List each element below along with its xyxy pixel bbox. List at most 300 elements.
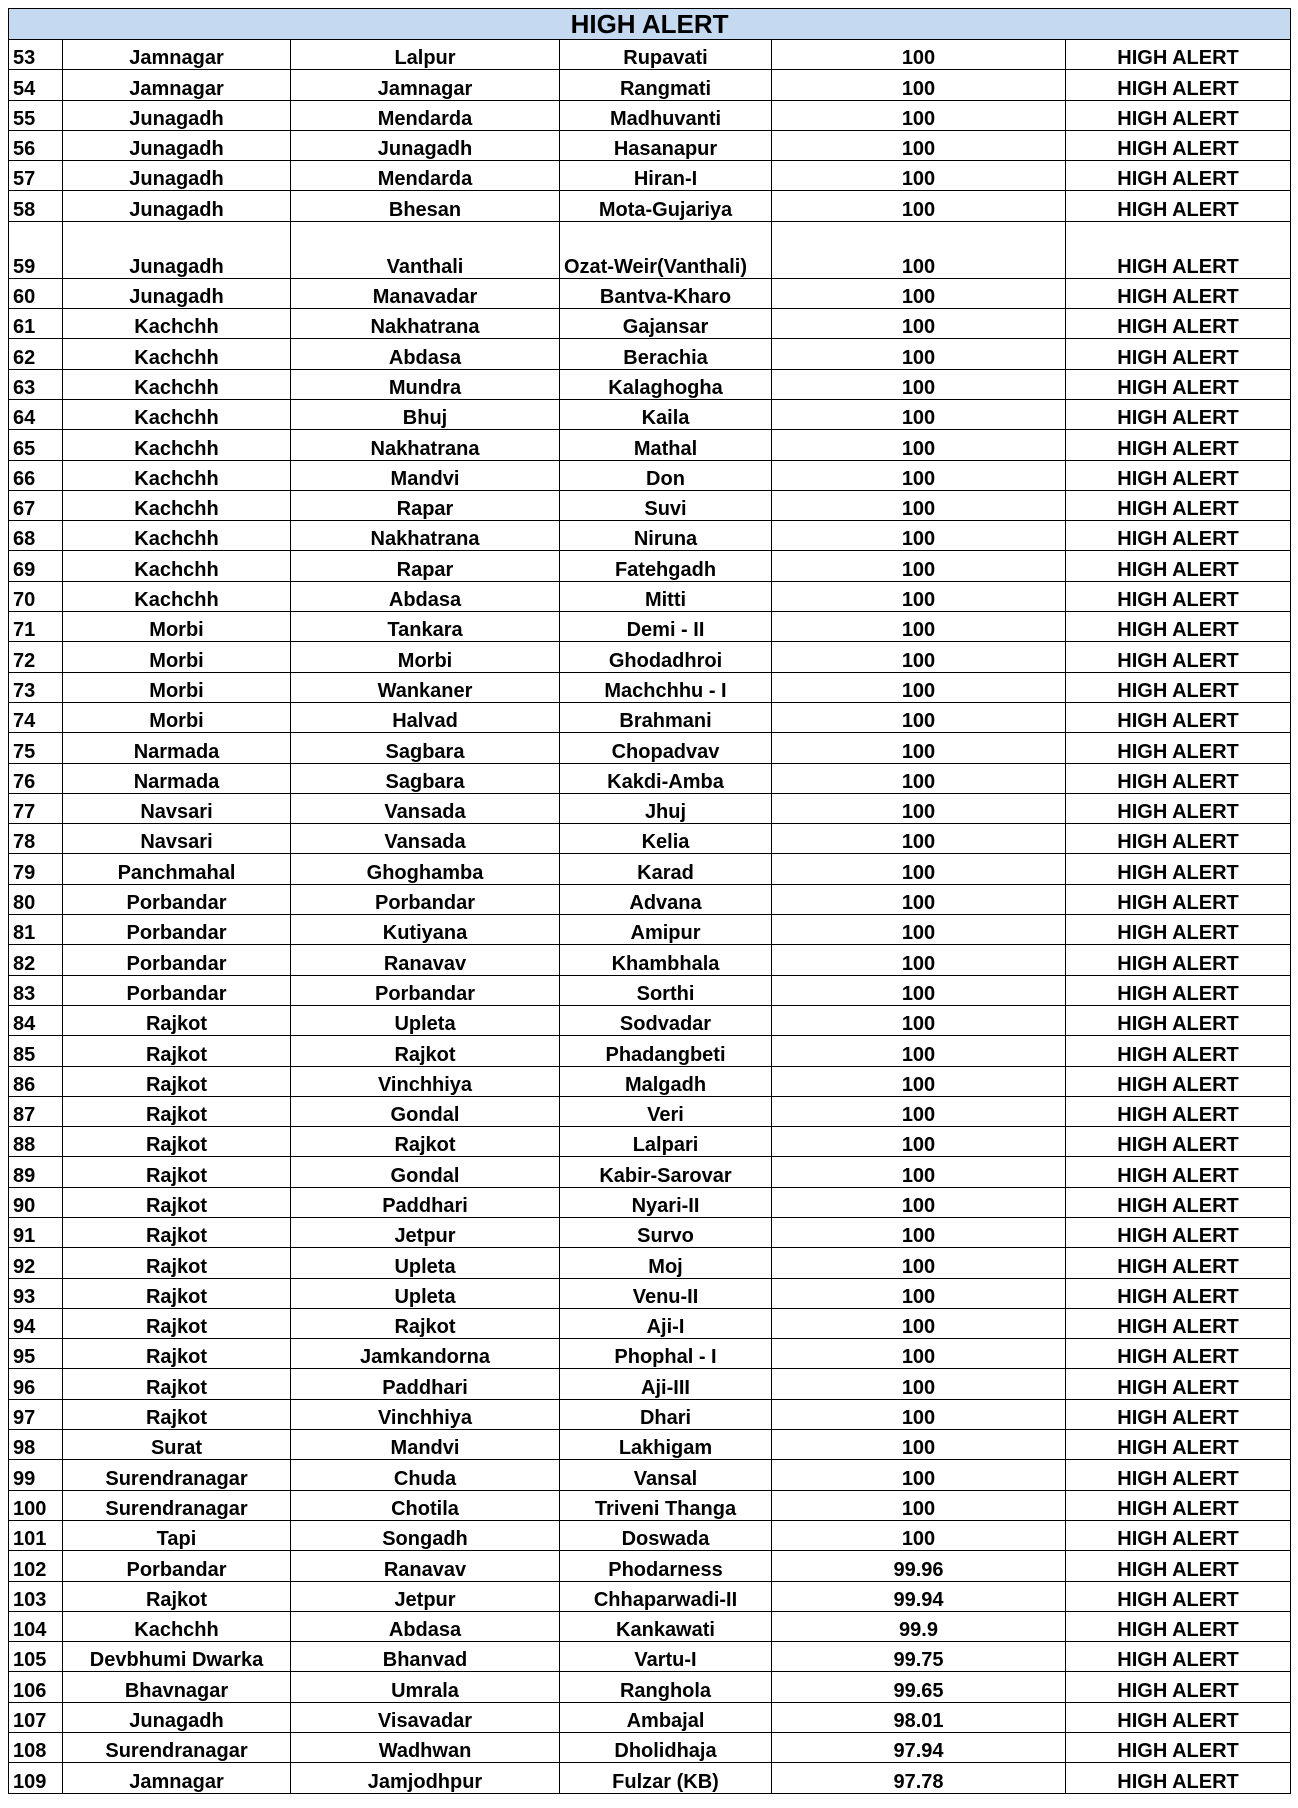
table-row [9, 221, 1291, 278]
dam-name-cell: Brahmani [560, 702, 772, 732]
alert-status-cell: HIGH ALERT [1066, 1369, 1291, 1399]
alert-status-cell: HIGH ALERT [1066, 975, 1291, 1005]
dam-name-cell: Gajansar [560, 309, 772, 339]
table-row [9, 40, 1291, 70]
dam-name-cell: Venu-II [560, 1278, 772, 1308]
row-number: 62 [9, 339, 63, 369]
taluka-cell: Nakhatrana [291, 309, 560, 339]
table-row [9, 339, 1291, 369]
dam-name-cell: Ghodadhroi [560, 642, 772, 672]
storage-percent-cell: 99.94 [772, 1581, 1066, 1611]
table-row [9, 1763, 1291, 1793]
table-row [9, 1096, 1291, 1126]
taluka-cell: Mundra [291, 369, 560, 399]
district-cell: Porbandar [63, 945, 291, 975]
district-cell: Rajkot [63, 1308, 291, 1338]
storage-percent-cell: 100 [772, 399, 1066, 429]
storage-percent-cell: 100 [772, 521, 1066, 551]
alert-status-cell: HIGH ALERT [1066, 339, 1291, 369]
taluka-cell: Kutiyana [291, 915, 560, 945]
district-cell: Kachchh [63, 521, 291, 551]
district-cell: Surendranagar [63, 1490, 291, 1520]
district-cell: Kachchh [63, 399, 291, 429]
taluka-cell: Visavadar [291, 1702, 560, 1732]
taluka-cell: Upleta [291, 1005, 560, 1035]
dam-name-cell: Mota-Gujariya [560, 191, 772, 221]
row-number: 95 [9, 1339, 63, 1369]
table-row [9, 1157, 1291, 1187]
dam-name-cell: Hasanapur [560, 130, 772, 160]
taluka-cell: Umrala [291, 1672, 560, 1702]
alert-status-cell: HIGH ALERT [1066, 1581, 1291, 1611]
storage-percent-cell: 100 [772, 130, 1066, 160]
district-cell: Junagadh [63, 221, 291, 278]
taluka-cell: Mandvi [291, 1430, 560, 1460]
storage-percent-cell: 100 [772, 1460, 1066, 1490]
row-number: 69 [9, 551, 63, 581]
district-cell: Porbandar [63, 975, 291, 1005]
row-number: 77 [9, 793, 63, 823]
alert-status-cell: HIGH ALERT [1066, 733, 1291, 763]
dam-name-cell: Suvi [560, 490, 772, 520]
table-row [9, 100, 1291, 130]
dam-name-cell: Triveni Thanga [560, 1490, 772, 1520]
alert-status-cell: HIGH ALERT [1066, 369, 1291, 399]
district-cell: Morbi [63, 642, 291, 672]
row-number: 89 [9, 1157, 63, 1187]
storage-percent-cell: 100 [772, 100, 1066, 130]
row-number: 87 [9, 1096, 63, 1126]
dam-name-cell: Dholidhaja [560, 1733, 772, 1763]
alert-status-cell: HIGH ALERT [1066, 854, 1291, 884]
district-cell: Porbandar [63, 1551, 291, 1581]
row-number: 84 [9, 1005, 63, 1035]
taluka-cell: Vanthali [291, 221, 560, 278]
district-cell: Rajkot [63, 1036, 291, 1066]
dam-name-cell: Advana [560, 884, 772, 914]
row-number: 81 [9, 915, 63, 945]
alert-status-cell: HIGH ALERT [1066, 702, 1291, 732]
taluka-cell: Mendarda [291, 161, 560, 191]
alert-status-cell: HIGH ALERT [1066, 70, 1291, 100]
dam-name-cell: Ozat-Weir(Vanthali) [560, 221, 772, 278]
row-number: 74 [9, 702, 63, 732]
row-number: 94 [9, 1308, 63, 1338]
storage-percent-cell: 100 [772, 490, 1066, 520]
table-row [9, 430, 1291, 460]
row-number: 59 [9, 221, 63, 278]
row-number: 73 [9, 672, 63, 702]
dam-name-cell: Kalaghogha [560, 369, 772, 399]
alert-status-cell: HIGH ALERT [1066, 672, 1291, 702]
alert-status-cell: HIGH ALERT [1066, 1339, 1291, 1369]
dam-name-cell: Malgadh [560, 1066, 772, 1096]
dam-name-cell: Vartu-I [560, 1642, 772, 1672]
row-number: 80 [9, 884, 63, 914]
row-number: 78 [9, 824, 63, 854]
row-number: 71 [9, 612, 63, 642]
taluka-cell: Songadh [291, 1520, 560, 1550]
alert-status-cell: HIGH ALERT [1066, 430, 1291, 460]
table-row [9, 1339, 1291, 1369]
table-row [9, 191, 1291, 221]
district-cell: Rajkot [63, 1217, 291, 1247]
dam-name-cell: Doswada [560, 1520, 772, 1550]
dam-name-cell: Amipur [560, 915, 772, 945]
row-number: 61 [9, 309, 63, 339]
taluka-cell: Rajkot [291, 1036, 560, 1066]
district-cell: Junagadh [63, 191, 291, 221]
district-cell: Devbhumi Dwarka [63, 1642, 291, 1672]
table-row [9, 884, 1291, 914]
table-row [9, 1672, 1291, 1702]
table-row [9, 1308, 1291, 1338]
table-row [9, 672, 1291, 702]
table-row [9, 1460, 1291, 1490]
storage-percent-cell: 100 [772, 1430, 1066, 1460]
dam-name-cell: Karad [560, 854, 772, 884]
dam-name-cell: Mathal [560, 430, 772, 460]
table-row [9, 733, 1291, 763]
row-number: 60 [9, 278, 63, 308]
alert-status-cell: HIGH ALERT [1066, 1066, 1291, 1096]
table-row [9, 1520, 1291, 1550]
district-cell: Kachchh [63, 339, 291, 369]
dam-name-cell: Demi - II [560, 612, 772, 642]
storage-percent-cell: 99.65 [772, 1672, 1066, 1702]
taluka-cell: Rajkot [291, 1308, 560, 1338]
district-cell: Navsari [63, 793, 291, 823]
district-cell: Surat [63, 1430, 291, 1460]
table-row [9, 490, 1291, 520]
row-number: 105 [9, 1642, 63, 1672]
storage-percent-cell: 100 [772, 824, 1066, 854]
taluka-cell: Tankara [291, 612, 560, 642]
storage-percent-cell: 100 [772, 884, 1066, 914]
taluka-cell: Jetpur [291, 1217, 560, 1247]
row-number: 70 [9, 581, 63, 611]
alert-status-cell: HIGH ALERT [1066, 1702, 1291, 1732]
taluka-cell: Ranavav [291, 945, 560, 975]
table-row [9, 460, 1291, 490]
alert-status-cell: HIGH ALERT [1066, 1490, 1291, 1520]
row-number: 63 [9, 369, 63, 399]
storage-percent-cell: 100 [772, 1005, 1066, 1035]
taluka-cell: Lalpur [291, 40, 560, 70]
table-row [9, 399, 1291, 429]
dam-name-cell: Aji-I [560, 1308, 772, 1338]
taluka-cell: Vansada [291, 824, 560, 854]
taluka-cell: Nakhatrana [291, 430, 560, 460]
alert-status-cell: HIGH ALERT [1066, 1036, 1291, 1066]
row-number: 67 [9, 490, 63, 520]
table-row [9, 945, 1291, 975]
dam-name-cell: Chhaparwadi-II [560, 1581, 772, 1611]
table-row [9, 612, 1291, 642]
district-cell: Jamnagar [63, 40, 291, 70]
table-row [9, 369, 1291, 399]
taluka-cell: Jetpur [291, 1581, 560, 1611]
storage-percent-cell: 100 [772, 309, 1066, 339]
district-cell: Surendranagar [63, 1460, 291, 1490]
alert-status-cell: HIGH ALERT [1066, 1763, 1291, 1793]
row-number: 55 [9, 100, 63, 130]
dam-name-cell: Vansal [560, 1460, 772, 1490]
district-cell: Kachchh [63, 1611, 291, 1641]
table-row [9, 130, 1291, 160]
alert-status-cell: HIGH ALERT [1066, 1460, 1291, 1490]
row-number: 93 [9, 1278, 63, 1308]
dam-name-cell: Khambhala [560, 945, 772, 975]
storage-percent-cell: 100 [772, 339, 1066, 369]
alert-status-cell: HIGH ALERT [1066, 763, 1291, 793]
district-cell: Rajkot [63, 1157, 291, 1187]
dam-name-cell: Fulzar (KB) [560, 1763, 772, 1793]
alert-status-cell: HIGH ALERT [1066, 221, 1291, 278]
dam-name-cell: Lakhigam [560, 1430, 772, 1460]
storage-percent-cell: 100 [772, 1187, 1066, 1217]
district-cell: Junagadh [63, 130, 291, 160]
storage-percent-cell: 100 [772, 1248, 1066, 1278]
storage-percent-cell: 97.78 [772, 1763, 1066, 1793]
alert-status-cell: HIGH ALERT [1066, 1308, 1291, 1338]
table-row [9, 161, 1291, 191]
district-cell: Rajkot [63, 1096, 291, 1126]
dam-name-cell: Don [560, 460, 772, 490]
taluka-cell: Vinchhiya [291, 1066, 560, 1096]
alert-status-cell: HIGH ALERT [1066, 581, 1291, 611]
row-number: 107 [9, 1702, 63, 1732]
taluka-cell: Abdasa [291, 1611, 560, 1641]
dam-name-cell: Fatehgadh [560, 551, 772, 581]
alert-status-cell: HIGH ALERT [1066, 1157, 1291, 1187]
table-row [9, 521, 1291, 551]
storage-percent-cell: 100 [772, 1157, 1066, 1187]
alert-status-cell: HIGH ALERT [1066, 161, 1291, 191]
district-cell: Rajkot [63, 1339, 291, 1369]
district-cell: Surendranagar [63, 1733, 291, 1763]
taluka-cell: Junagadh [291, 130, 560, 160]
storage-percent-cell: 100 [772, 191, 1066, 221]
alert-table [8, 8, 1291, 1794]
district-cell: Junagadh [63, 161, 291, 191]
storage-percent-cell: 100 [772, 221, 1066, 278]
taluka-cell: Gondal [291, 1096, 560, 1126]
taluka-cell: Rajkot [291, 1127, 560, 1157]
alert-status-cell: HIGH ALERT [1066, 191, 1291, 221]
district-cell: Tapi [63, 1520, 291, 1550]
table-row [9, 551, 1291, 581]
storage-percent-cell: 100 [772, 70, 1066, 100]
storage-percent-cell: 100 [772, 430, 1066, 460]
district-cell: Junagadh [63, 1702, 291, 1732]
dam-name-cell: Nyari-II [560, 1187, 772, 1217]
row-number: 92 [9, 1248, 63, 1278]
alert-status-cell: HIGH ALERT [1066, 1551, 1291, 1581]
dam-name-cell: Sodvadar [560, 1005, 772, 1035]
district-cell: Kachchh [63, 551, 291, 581]
district-cell: Kachchh [63, 460, 291, 490]
row-number: 79 [9, 854, 63, 884]
row-number: 86 [9, 1066, 63, 1096]
table-row [9, 1278, 1291, 1308]
table-row [9, 1066, 1291, 1096]
dam-name-cell: Dhari [560, 1399, 772, 1429]
district-cell: Panchmahal [63, 854, 291, 884]
district-cell: Morbi [63, 672, 291, 702]
taluka-cell: Sagbara [291, 733, 560, 763]
title-row [9, 9, 1291, 40]
row-number: 57 [9, 161, 63, 191]
alert-status-cell: HIGH ALERT [1066, 1217, 1291, 1247]
dam-name-cell: Kakdi-Amba [560, 763, 772, 793]
row-number: 65 [9, 430, 63, 460]
district-cell: Rajkot [63, 1581, 291, 1611]
table-row [9, 1187, 1291, 1217]
alert-status-cell: HIGH ALERT [1066, 1642, 1291, 1672]
taluka-cell: Manavadar [291, 278, 560, 308]
taluka-cell: Jamnagar [291, 70, 560, 100]
taluka-cell: Rapar [291, 551, 560, 581]
row-number: 109 [9, 1763, 63, 1793]
district-cell: Narmada [63, 763, 291, 793]
district-cell: Rajkot [63, 1187, 291, 1217]
row-number: 96 [9, 1369, 63, 1399]
storage-percent-cell: 100 [772, 702, 1066, 732]
table-row [9, 309, 1291, 339]
storage-percent-cell: 100 [772, 642, 1066, 672]
row-number: 88 [9, 1127, 63, 1157]
storage-percent-cell: 97.94 [772, 1733, 1066, 1763]
taluka-cell: Rapar [291, 490, 560, 520]
storage-percent-cell: 100 [772, 278, 1066, 308]
district-cell: Jamnagar [63, 70, 291, 100]
table-row [9, 1127, 1291, 1157]
storage-percent-cell: 100 [772, 1490, 1066, 1520]
row-number: 56 [9, 130, 63, 160]
dam-name-cell: Phodarness [560, 1551, 772, 1581]
taluka-cell: Porbandar [291, 975, 560, 1005]
alert-status-cell: HIGH ALERT [1066, 130, 1291, 160]
storage-percent-cell: 99.96 [772, 1551, 1066, 1581]
taluka-cell: Morbi [291, 642, 560, 672]
table-row [9, 581, 1291, 611]
alert-status-cell: HIGH ALERT [1066, 1733, 1291, 1763]
district-cell: Kachchh [63, 430, 291, 460]
storage-percent-cell: 100 [772, 672, 1066, 702]
storage-percent-cell: 100 [772, 1066, 1066, 1096]
alert-status-cell: HIGH ALERT [1066, 1187, 1291, 1217]
taluka-cell: Paddhari [291, 1187, 560, 1217]
storage-percent-cell: 100 [772, 733, 1066, 763]
taluka-cell: Paddhari [291, 1369, 560, 1399]
taluka-cell: Upleta [291, 1278, 560, 1308]
alert-status-cell: HIGH ALERT [1066, 1096, 1291, 1126]
row-number: 91 [9, 1217, 63, 1247]
row-number: 108 [9, 1733, 63, 1763]
district-cell: Porbandar [63, 884, 291, 914]
alert-status-cell: HIGH ALERT [1066, 1672, 1291, 1702]
storage-percent-cell: 100 [772, 1127, 1066, 1157]
row-number: 101 [9, 1520, 63, 1550]
taluka-cell: Ranavav [291, 1551, 560, 1581]
alert-status-cell: HIGH ALERT [1066, 793, 1291, 823]
row-number: 76 [9, 763, 63, 793]
row-number: 99 [9, 1460, 63, 1490]
alert-status-cell: HIGH ALERT [1066, 945, 1291, 975]
district-cell: Bhavnagar [63, 1672, 291, 1702]
district-cell: Rajkot [63, 1066, 291, 1096]
dam-name-cell: Sorthi [560, 975, 772, 1005]
dam-name-cell: Madhuvanti [560, 100, 772, 130]
dam-name-cell: Ambajal [560, 1702, 772, 1732]
alert-status-cell: HIGH ALERT [1066, 1278, 1291, 1308]
storage-percent-cell: 100 [772, 581, 1066, 611]
dam-name-cell: Kelia [560, 824, 772, 854]
taluka-cell: Ghoghamba [291, 854, 560, 884]
alert-status-cell: HIGH ALERT [1066, 1430, 1291, 1460]
dam-name-cell: Ranghola [560, 1672, 772, 1702]
row-number: 75 [9, 733, 63, 763]
alert-status-cell: HIGH ALERT [1066, 915, 1291, 945]
taluka-cell: Abdasa [291, 581, 560, 611]
alert-status-cell: HIGH ALERT [1066, 642, 1291, 672]
table-row [9, 1642, 1291, 1672]
table-row [9, 1217, 1291, 1247]
table-row [9, 793, 1291, 823]
dam-name-cell: Jhuj [560, 793, 772, 823]
dam-name-cell: Chopadvav [560, 733, 772, 763]
row-number: 85 [9, 1036, 63, 1066]
district-cell: Junagadh [63, 278, 291, 308]
storage-percent-cell: 100 [772, 1217, 1066, 1247]
row-number: 106 [9, 1672, 63, 1702]
row-number: 53 [9, 40, 63, 70]
table-row [9, 1733, 1291, 1763]
storage-percent-cell: 100 [772, 1096, 1066, 1126]
storage-percent-cell: 100 [772, 369, 1066, 399]
row-number: 82 [9, 945, 63, 975]
storage-percent-cell: 100 [772, 915, 1066, 945]
dam-name-cell: Phadangbeti [560, 1036, 772, 1066]
table-row [9, 1490, 1291, 1520]
table-row [9, 1430, 1291, 1460]
taluka-cell: Jamjodhpur [291, 1763, 560, 1793]
storage-percent-cell: 100 [772, 1036, 1066, 1066]
taluka-cell: Vansada [291, 793, 560, 823]
row-number: 72 [9, 642, 63, 672]
dam-name-cell: Hiran-I [560, 161, 772, 191]
dam-name-cell: Survo [560, 1217, 772, 1247]
dam-name-cell: Mitti [560, 581, 772, 611]
dam-name-cell: Kankawati [560, 1611, 772, 1641]
taluka-cell: Upleta [291, 1248, 560, 1278]
storage-percent-cell: 100 [772, 763, 1066, 793]
alert-status-cell: HIGH ALERT [1066, 551, 1291, 581]
district-cell: Morbi [63, 702, 291, 732]
storage-percent-cell: 100 [772, 1520, 1066, 1550]
district-cell: Morbi [63, 612, 291, 642]
table-row [9, 702, 1291, 732]
storage-percent-cell: 100 [772, 854, 1066, 884]
table-row [9, 1611, 1291, 1641]
alert-status-cell: HIGH ALERT [1066, 399, 1291, 429]
storage-percent-cell: 100 [772, 551, 1066, 581]
row-number: 68 [9, 521, 63, 551]
table-title: HIGH ALERT [9, 9, 1291, 40]
alert-status-cell: HIGH ALERT [1066, 1399, 1291, 1429]
district-cell: Jamnagar [63, 1763, 291, 1793]
